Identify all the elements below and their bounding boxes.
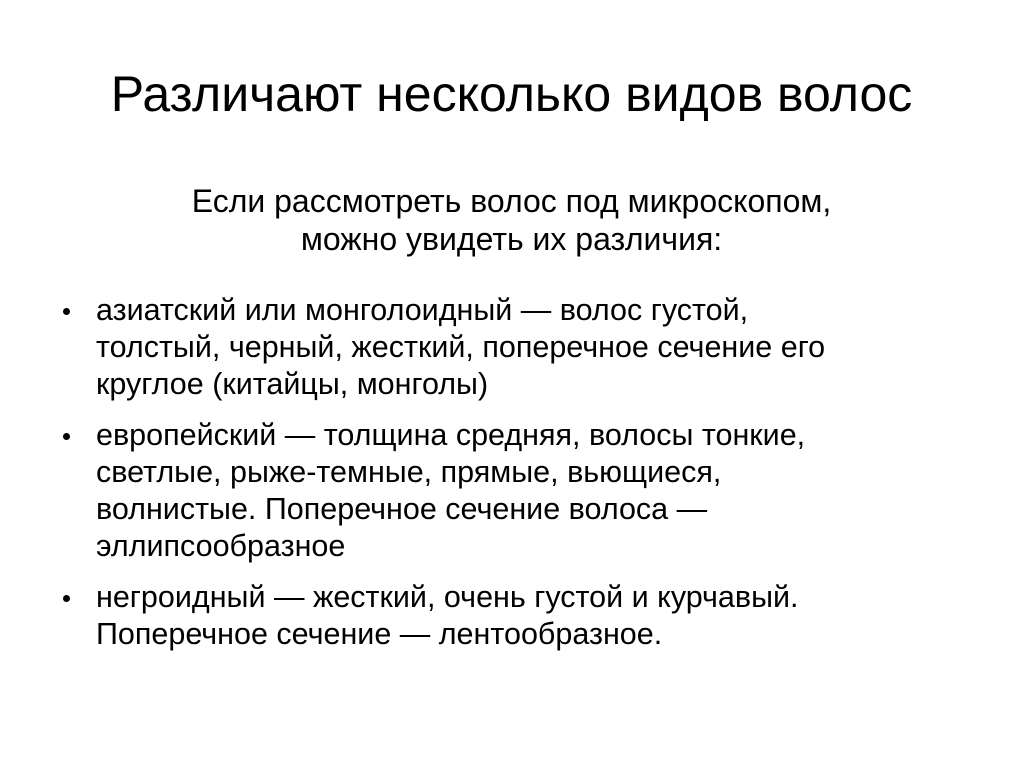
intro-line: Если рассмотреть волос под микроскопом,: [191, 183, 832, 219]
bullet-line: азиатский или монголоидный — волос густой,: [96, 293, 749, 327]
bullet-item-negroid: [60, 579, 970, 653]
bullet-line: европейский — толщина средняя, волосы тонкие,: [96, 418, 806, 452]
bullet-line: волнистые. Поперечное сечение волоса —: [96, 492, 708, 526]
intro-text: [60, 182, 963, 258]
bullet-line: Поперечное сечение — лентообразное.: [96, 617, 663, 651]
bullet-icon: [63, 308, 70, 315]
bullet-list: [60, 292, 970, 667]
bullet-item-european: [60, 417, 970, 565]
bullet-icon: [63, 595, 70, 602]
bullet-item-asian: [60, 292, 970, 403]
intro-line: можно увидеть их различия:: [300, 221, 723, 257]
bullet-line: негроидный — жесткий, очень густой и курчавый.: [96, 580, 799, 614]
bullet-line: светлые, рыже-темные, прямые, вьющиеся,: [96, 455, 722, 489]
slide-title: Различают несколько видов волос: [110, 66, 913, 122]
bullet-line: толстый, черный, жесткий, поперечное сечение его: [96, 330, 826, 364]
bullet-icon: [63, 433, 70, 440]
bullet-line: круглое (китайцы, монголы): [96, 367, 489, 401]
bullet-line: эллипсообразное: [96, 529, 346, 563]
